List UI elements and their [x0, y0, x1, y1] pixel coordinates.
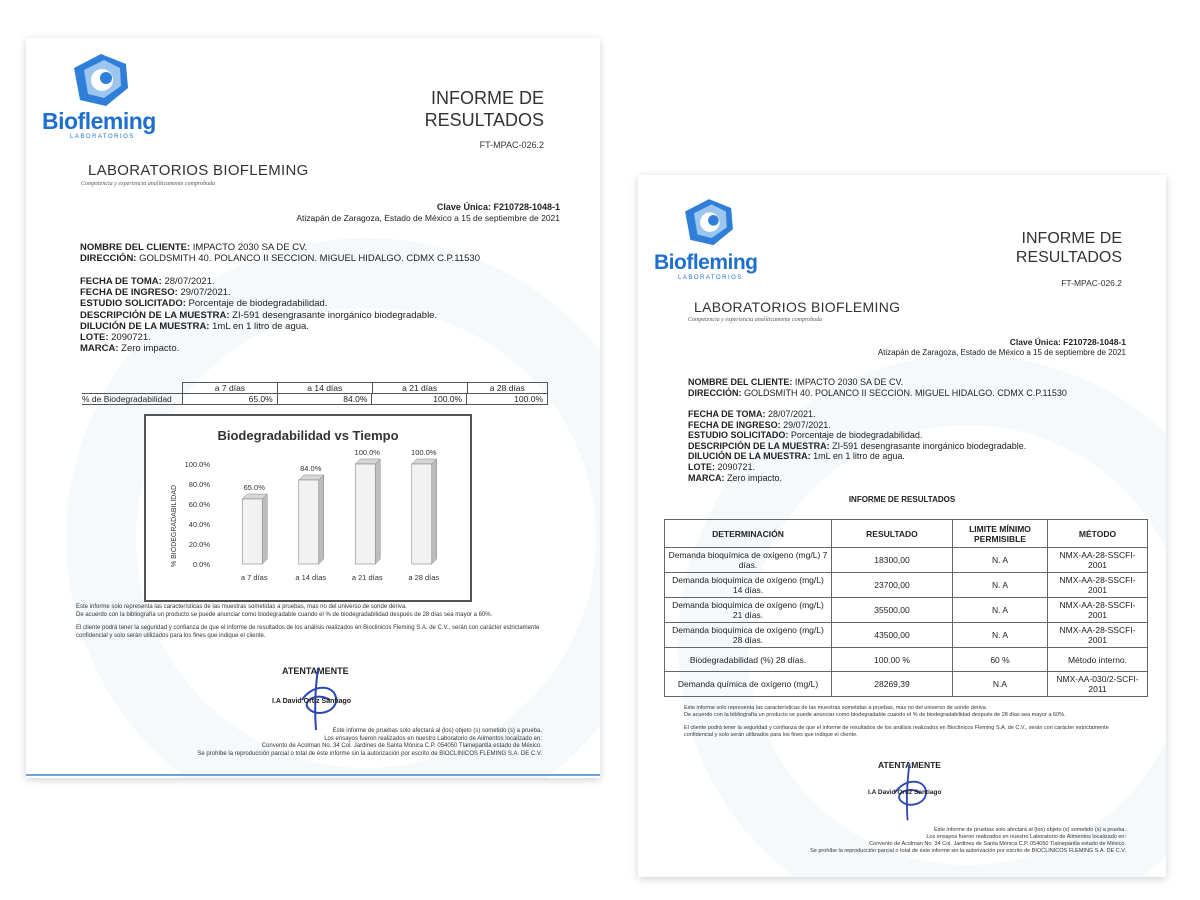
footer-line: Se prohíbe la reproducción parcial o total de éste informe sin la autorización por escrito de BIOCLINICOS FLEMING S.A. DE C.V.	[197, 750, 542, 757]
table-cell: 65.0%	[183, 394, 278, 404]
column-header: RESULTADO	[832, 520, 953, 548]
place-date: Atizapán de Zaragoza, Estado de México a 15 de septiembre de 2021	[877, 348, 1126, 357]
table-cell: N. A	[953, 573, 1048, 598]
table-cell: N. A	[953, 598, 1048, 623]
bar-face	[355, 464, 375, 564]
chart-canvas	[146, 416, 470, 600]
table-cell: Demanda bioquímica de oxígeno (mg/L) 14 días.	[665, 573, 832, 598]
report-page-2	[638, 175, 1166, 877]
table-cell: 100.00 %	[832, 648, 953, 672]
lab-tagline: Competencia y experiencia analíticamente comprobada	[688, 317, 823, 323]
biodegradability-summary-table	[82, 382, 548, 405]
chart-bars	[242, 448, 437, 564]
results-table	[664, 519, 1148, 697]
results-section-title: INFORME DE RESULTADOS	[848, 495, 956, 504]
logo-subtitle: LABORATORIOS	[678, 275, 743, 281]
column-header: LIMITE MÍNIMO PERMISIBLE	[953, 520, 1048, 548]
y-tick-label: 100.0%	[184, 460, 210, 469]
y-tick-label: 0.0%	[192, 560, 210, 569]
lab-name: LABORATORIOS BIOFLEMING	[694, 299, 901, 315]
intake-date-line: FECHA DE INGRESO: 29/07/2021.	[80, 287, 231, 299]
atentamente-label: ATENTAMENTE	[878, 760, 941, 770]
place-date: Atizapán de Zaragoza, Estado de México a 15 de septiembre de 2021	[296, 213, 560, 223]
x-tick-label: a 7 días	[240, 573, 268, 582]
client-name-line: NOMBRE DEL CLIENTE: IMPACTO 2030 SA DE CV.	[80, 242, 308, 253]
table-cell: 35500,00	[832, 598, 953, 623]
sample-block	[80, 276, 437, 354]
description-line: DESCRIPCIÓN DE LA MUESTRA: ZI-591 desengrasante inorgánico biodegradable.	[80, 309, 438, 321]
sample-date-line: FECHA DE TOMA: 28/07/2021.	[688, 409, 816, 419]
footer-block	[810, 827, 1126, 855]
notes-block	[76, 604, 556, 640]
client-name-line: NOMBRE DEL CLIENTE: IMPACTO 2030 SA DE CV.	[688, 377, 904, 387]
address-line: DIRECCIÓN: GOLDSMITH 40. POLANCO II SECCION. MIGUEL HIDALGO. CDMX C.P.11530	[688, 387, 1067, 398]
table-cell: N. A	[953, 623, 1048, 648]
table-cell: NMX-AA-28-SSCFI-2001	[1048, 548, 1148, 573]
table-header-cell: a 14 días	[278, 383, 373, 393]
bar-side	[375, 459, 380, 564]
dilution-line: DILUCIÓN DE LA MUESTRA: 1mL en 1 litro de agua.	[80, 320, 309, 332]
y-tick-label: 60.0%	[188, 500, 210, 509]
report-title-line2: RESULTADOS	[1015, 249, 1122, 267]
table-cell: N. A	[953, 548, 1048, 573]
x-tick-label: a 21 días	[351, 573, 383, 582]
lot-line: LOTE: 2090721.	[80, 332, 151, 344]
company-logo	[66, 50, 136, 117]
sample-date-line: FECHA DE TOMA: 28/07/2021.	[80, 276, 215, 287]
report-title-line2: RESULTADOS	[424, 109, 544, 130]
company-logo	[678, 195, 740, 256]
bar-face	[299, 480, 319, 564]
table-row	[665, 623, 1148, 648]
table-header-cell: a 21 días	[373, 383, 468, 393]
study-line: ESTUDIO SOLICITADO: Porcentaje de biodegradabilidad.	[688, 430, 923, 441]
y-tick-label: 40.0%	[188, 520, 210, 529]
table-cell: NMX-AA-28-SSCFI-2001	[1048, 598, 1148, 623]
note-line: Este informe solo representa las características de las muestras sometidas a pruebas, mas no del universo de sonde deriva.	[684, 705, 988, 711]
footer-block	[197, 728, 542, 758]
footer-line: Los ensayos fueron realizados en nuestro Laboratorio de Alimentos localizado en:	[324, 735, 542, 742]
bottom-rule	[26, 774, 600, 776]
bar-value-label: 100.0%	[411, 448, 437, 457]
report-title	[425, 88, 544, 131]
atentamente-label: ATENTAMENTE	[282, 666, 349, 676]
report-title	[1016, 229, 1122, 267]
bar	[412, 459, 437, 564]
brand-line: MARCA: Zero impacto.	[688, 472, 783, 483]
footer-line: Este informe de pruebas solo afectará al (los) objeto (s) sometido (s) a prueba.	[934, 827, 1126, 833]
y-tick-label: 20.0%	[188, 540, 210, 549]
chart-y-axis-label: % BIODEGRADABILIDAD	[171, 484, 178, 568]
bar-value-label: 100.0%	[354, 448, 380, 457]
signer-name: I.A David Ortiz Santiago	[272, 698, 352, 705]
sample-block	[688, 409, 1026, 483]
y-tick-label: 80.0%	[188, 480, 210, 489]
footer-line: Convento de Acolman No. 34 Col. Jardines de Santa Mónica C.P. 054050 Tlalnepantla estado de México.	[261, 743, 542, 749]
chart-title: Biodegradabilidad vs Tiempo	[217, 428, 399, 443]
table-cell: Demanda bioquímica de oxígeno (mg/L) 28 días.	[665, 623, 832, 648]
table-row	[665, 598, 1148, 623]
footer-line: Se prohíbe la reproducción parcial o total de éste informe sin la autorización por escrito de BIOCLINICOS FLEMING S.A. DE C.V.	[810, 847, 1126, 854]
note-line: El cliente podrá tener la seguridad y confianza de que el informe de resultados de los análisis realizados en Bioclinicos Fleming S.A. de C.V., serán con carácter estrictamente confidencial y solo serán utilizados para los fines que indique el cliente.	[684, 724, 1109, 738]
brand-line: MARCA: Zero impacto.	[80, 343, 180, 355]
bar-value-label: 84.0%	[300, 464, 322, 473]
bar-side	[262, 494, 267, 564]
clave-unica: Clave Única: F210728-1048-1	[1009, 337, 1126, 347]
x-tick-label: a 14 días	[295, 573, 327, 582]
bar	[242, 494, 267, 564]
table-cell: 60 %	[953, 648, 1048, 672]
table-cell: 100.0%	[372, 394, 467, 404]
bar	[355, 459, 380, 564]
table-cell: 100.0%	[514, 394, 544, 404]
chart-y-ticks	[185, 460, 211, 569]
table-row	[665, 672, 1148, 697]
report-title-line1: INFORME DE	[1021, 230, 1122, 247]
dilution-line: DILUCIÓN DE LA MUESTRA: 1mL en 1 litro de agua.	[688, 451, 905, 462]
chart-x-labels	[241, 573, 440, 582]
note-line: De acuerdo con la bibliografía un producto se puede anunciar como biodegradable cuando el % de biodegradabilidad después de 28 días sea mayor a 60%.	[684, 711, 1066, 718]
biodegradability-chart	[144, 414, 472, 602]
lab-name: LABORATORIOS BIOFLEMING	[88, 162, 309, 179]
notes-block	[684, 705, 1130, 739]
address-line: DIRECCIÓN: GOLDSMITH 40. POLANCO II SECCION. MIGUEL HIDALGO. CDMX C.P.11530	[80, 253, 480, 265]
table-cell: NMX-AA-28-SSCFI-2001	[1048, 573, 1148, 598]
bar-side	[432, 459, 437, 564]
bar-side	[319, 475, 324, 564]
footer-line: Este informe de pruebas solo afectará al (los) objeto (s) sometido (s) a prueba.	[332, 728, 542, 734]
table-cell: Demanda bioquímica de oxígeno (mg/L) 7 días.	[665, 548, 832, 573]
column-header: MÉTODO	[1048, 520, 1148, 548]
table-cell: Demanda bioquímica de oxígeno (mg/L) 21 días.	[665, 598, 832, 623]
bar-face	[242, 499, 262, 564]
intake-date-line: FECHA DE INGRESO: 29/07/2021.	[688, 419, 831, 430]
table-cell: 28269,39	[832, 672, 953, 697]
table-row	[665, 573, 1148, 598]
x-tick-label: a 28 días	[408, 573, 440, 582]
table-cell: 84.0%	[278, 394, 373, 404]
table-cell: NMX-AA-030/2-SCFI-2011	[1048, 672, 1148, 697]
note-line: El cliente podrá tener la seguridad y confianza de que el informe de resultados de los análisis realizados en Bioclinicos Fleming S.A. de C.V., serán con carácter estrictamente confidencial y solo serán utilizados para los fines que indique el cliente.	[76, 625, 540, 639]
table-row	[665, 548, 1148, 573]
lab-tagline: Competencia y experiencia analíticamente comprobada	[81, 181, 216, 187]
table-header-cell: a 28 días	[489, 383, 525, 393]
table-cell: Biodegradabilidad (%) 28 días.	[665, 648, 832, 672]
signer-name: I.A David Ortiz Santiago	[868, 789, 942, 796]
logo-subtitle: LABORATORIOS	[70, 134, 135, 140]
table-cell: 18300,00	[832, 548, 953, 573]
logo-icon	[678, 195, 740, 251]
footer-line: Convento de Acolman No. 34 Col. Jardines de Santa Mónica C.P. 054050 Tlalnepantla estado de México.	[869, 840, 1126, 847]
logo-name: Biofleming	[42, 108, 156, 134]
note-line: De acuerdo con la bibliografía un producto se puede anunciar como biodegradable cuando el % de biodegradabilidad después de 28 días sea mayor a 60%.	[76, 611, 493, 618]
table-header-row	[665, 520, 1148, 548]
table-cell: NMX-AA-28-SSCFI-2001	[1048, 623, 1148, 648]
report-page-1	[26, 38, 600, 778]
table-header-cell: a 7 días	[183, 383, 278, 393]
bar	[299, 475, 324, 564]
logo-icon	[66, 50, 136, 112]
bar-face	[412, 464, 432, 564]
table-cell: 43500,00	[832, 623, 953, 648]
clave-unica: Clave Única: F210728-1048-1	[436, 202, 560, 212]
table-row	[665, 648, 1148, 672]
form-code: FT-MPAC-026.2	[479, 140, 544, 150]
study-line: ESTUDIO SOLICITADO: Porcentaje de biodegradabilidad.	[80, 298, 328, 310]
description-line: DESCRIPCIÓN DE LA MUESTRA: ZI-591 desengrasante inorgánico biodegradable.	[688, 440, 1027, 451]
logo-name: Biofleming	[654, 251, 758, 274]
lot-line: LOTE: 2090721.	[688, 462, 756, 473]
form-code: FT-MPAC-026.2	[1061, 278, 1122, 288]
note-line: Este informe solo representa las características de las muestras sometidas a pruebas, mas no del universo de sonde deriva.	[76, 604, 407, 610]
table-cell: Demanda química de oxígeno (mg/L)	[665, 672, 832, 697]
table-cell: N.A	[953, 672, 1048, 697]
column-header: DETERMINACIÓN	[665, 520, 832, 548]
table-cell: 23700,00	[832, 573, 953, 598]
client-block	[80, 242, 480, 264]
row-label: % de Biodegradabilidad	[82, 394, 172, 404]
table-cell: Método interno.	[1048, 648, 1148, 672]
footer-line: Los ensayos fueron realizados en nuestro Laboratorio de Alimentos localizado en:	[926, 833, 1126, 840]
report-title-line1: INFORME DE	[430, 88, 544, 108]
client-block	[688, 377, 1067, 398]
bar-value-label: 65.0%	[243, 483, 265, 492]
